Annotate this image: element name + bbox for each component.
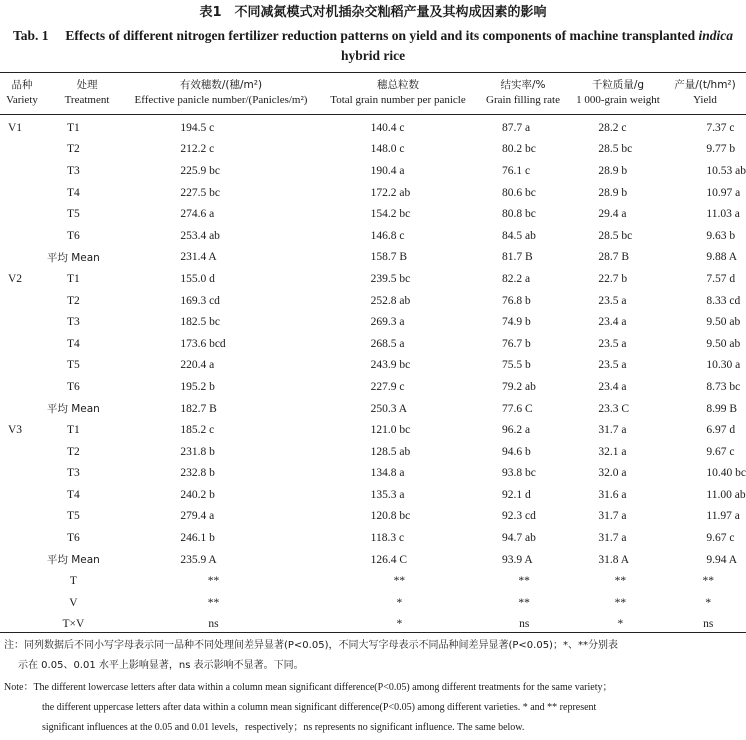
table-row bbox=[0, 398, 746, 420]
cell-yield: 10.53 ab bbox=[706, 164, 746, 177]
header-grain-cn: 穗总粒数 bbox=[377, 79, 419, 91]
cell-empty bbox=[0, 592, 40, 614]
cell-yield: 10.97 a bbox=[706, 186, 741, 199]
cell-weight: 29.4 a bbox=[598, 208, 627, 221]
note-en-line-2: the different uppercase letters after data within a column mean significant difference(P<0.05) among different varieties. * and ** represent bbox=[42, 702, 597, 713]
cell-variety bbox=[0, 463, 40, 485]
header-yield-en: Yield bbox=[693, 94, 717, 106]
cell-grain: 126.4 C bbox=[370, 553, 408, 566]
cell-filling: 76.1 c bbox=[502, 164, 531, 177]
header-filling-cn: 结实率/% bbox=[500, 79, 546, 91]
cell-filling: 94.7 ab bbox=[502, 532, 536, 545]
cell-variety bbox=[0, 333, 40, 355]
cell-weight: 31.7 a bbox=[598, 510, 627, 523]
cell-grain: 239.5 bc bbox=[370, 272, 411, 285]
table-row bbox=[0, 506, 746, 528]
cell-filling: 96.2 a bbox=[502, 424, 531, 437]
cell-filling: 92.1 d bbox=[502, 488, 531, 501]
cell-grain: 154.2 bc bbox=[370, 208, 411, 221]
cell-treatment: T4 bbox=[66, 488, 80, 501]
bottom-rule bbox=[0, 632, 746, 633]
cell-variety bbox=[0, 527, 40, 549]
cell-grain: 120.8 bc bbox=[370, 510, 411, 523]
cell-filling: 80.8 bc bbox=[502, 208, 536, 221]
title-en-suffix: hybrid rice bbox=[340, 48, 406, 63]
header-treatment-en: Treatment bbox=[64, 94, 110, 106]
cell-grain: 158.7 B bbox=[370, 251, 408, 264]
cell-weight: 31.8 A bbox=[598, 553, 630, 566]
cell-grain: 250.3 A bbox=[370, 402, 408, 415]
table-row bbox=[0, 117, 746, 139]
header-variety-en: Variety bbox=[6, 94, 38, 106]
table-row bbox=[0, 139, 746, 161]
cell-variety: V1 bbox=[8, 121, 23, 134]
cell-filling: 93.9 A bbox=[502, 553, 533, 566]
data-table-body bbox=[0, 117, 746, 635]
cell-filling: 92.3 cd bbox=[502, 510, 536, 523]
table-row bbox=[0, 527, 746, 549]
cell-yield: 8.99 B bbox=[706, 402, 738, 415]
cell-treatment: 平均 Mean bbox=[46, 251, 100, 264]
cell-treatment: T5 bbox=[66, 359, 80, 372]
cell-panicle: 235.9 A bbox=[180, 553, 217, 566]
cell-treatment: T3 bbox=[66, 316, 80, 329]
cell-yield: ** bbox=[702, 575, 714, 588]
cell-yield: 10.40 bc bbox=[706, 467, 746, 480]
cell-treatment: 平均 Mean bbox=[46, 554, 100, 567]
cell-variety bbox=[0, 311, 40, 333]
table-row bbox=[0, 160, 746, 182]
cell-weight: 31.7 a bbox=[598, 532, 627, 545]
cell-panicle: 279.4 a bbox=[180, 510, 215, 523]
header-panicle-cn: 有效穗数/(穗/m²) bbox=[179, 79, 263, 91]
cell-yield: * bbox=[705, 596, 712, 609]
cell-panicle: 227.5 bc bbox=[180, 186, 220, 199]
table-row bbox=[0, 247, 746, 269]
cell-yield: 10.30 a bbox=[706, 359, 741, 372]
cell-grain: 121.0 bc bbox=[370, 424, 411, 437]
cell-panicle: 173.6 bcd bbox=[180, 337, 226, 350]
cell-grain: 190.4 a bbox=[370, 164, 405, 177]
table-row bbox=[0, 419, 746, 441]
cell-yield: 7.37 c bbox=[706, 121, 735, 134]
cell-panicle: 182.7 B bbox=[180, 402, 217, 415]
cell-filling: 74.9 b bbox=[502, 316, 531, 329]
cell-grain: 172.2 ab bbox=[370, 186, 411, 199]
cell-filling: 76.8 b bbox=[502, 294, 531, 307]
cell-grain: 146.8 c bbox=[370, 229, 405, 242]
cell-yield: 9.50 ab bbox=[706, 316, 741, 329]
cell-treatment: T1 bbox=[66, 424, 80, 437]
cell-weight: 28.9 b bbox=[598, 164, 628, 177]
cell-variety bbox=[0, 355, 40, 377]
cell-variety bbox=[0, 398, 40, 420]
note-cn bbox=[4, 636, 742, 676]
cell-filling: 94.6 b bbox=[502, 445, 531, 458]
cell-filling: 76.7 b bbox=[502, 337, 531, 350]
cell-weight: 22.7 b bbox=[598, 272, 628, 285]
cell-treatment: 平均 Mean bbox=[46, 403, 100, 416]
table-row bbox=[0, 203, 746, 225]
cell-variety bbox=[0, 203, 40, 225]
cell-yield: 7.57 d bbox=[706, 272, 736, 285]
cell-weight: 32.0 a bbox=[598, 467, 627, 480]
cell-panicle: 232.8 b bbox=[180, 467, 215, 480]
note-en-line-3: significant influences at the 0.05 and 0.01 levels，respectively；ns represents no significant influence. The same below. bbox=[42, 722, 525, 733]
cell-panicle: 220.4 a bbox=[180, 359, 215, 372]
header-variety-cn: 品种 bbox=[11, 79, 33, 91]
cell-weight: 28.5 bc bbox=[598, 143, 633, 156]
cell-weight: 31.6 a bbox=[598, 488, 627, 501]
cell-weight: ** bbox=[614, 575, 627, 588]
cell-weight: 23.4 a bbox=[598, 380, 627, 393]
header-weight-en: 1 000-grain weight bbox=[576, 94, 660, 106]
table-title-en bbox=[4, 26, 742, 66]
cell-weight: 23.5 a bbox=[598, 294, 627, 307]
cell-filling: 80.6 bc bbox=[502, 186, 536, 199]
header-variety bbox=[0, 78, 44, 108]
title-en-prefix: Tab. 1 Effects of different nitrogen fertilizer reduction patterns on yield and its components of machine transplanted bbox=[13, 28, 699, 43]
cell-filling: 75.5 b bbox=[502, 359, 531, 372]
cell-grain: 118.3 c bbox=[370, 532, 405, 545]
cell-variety bbox=[0, 549, 40, 571]
cell-yield: 9.67 c bbox=[706, 532, 735, 545]
cell-panicle: 246.1 b bbox=[180, 532, 215, 545]
cell-variety bbox=[0, 506, 40, 528]
cell-yield: 8.33 cd bbox=[706, 294, 741, 307]
cell-treatment: T6 bbox=[66, 229, 80, 242]
cell-empty bbox=[0, 570, 40, 592]
note-cn-line-1: 注：同列数据后不同小写字母表示同一品种不同处理间差异显著(P<0.05)，不同大写字母表示不同品种间差异显著(P<0.05)；*、**分别表 bbox=[4, 640, 618, 651]
top-rule bbox=[0, 72, 746, 73]
table-row bbox=[0, 549, 746, 571]
header-yield-cn: 产量/(t/hm²) bbox=[674, 79, 736, 91]
table-row bbox=[0, 484, 746, 506]
cell-yield: 9.94 A bbox=[706, 553, 738, 566]
title-en-italic: indica bbox=[698, 28, 733, 43]
cell-panicle: 194.5 c bbox=[180, 121, 215, 134]
cell-variety bbox=[0, 160, 40, 182]
cell-panicle: 195.2 b bbox=[180, 380, 215, 393]
cell-variety bbox=[0, 290, 40, 312]
cell-yield: 11.03 a bbox=[706, 208, 740, 221]
cell-filling: ns bbox=[519, 618, 530, 631]
significance-row bbox=[0, 570, 746, 592]
cell-treatment: T1 bbox=[66, 121, 80, 134]
table-row bbox=[0, 311, 746, 333]
cell-grain: 243.9 bc bbox=[370, 359, 411, 372]
cell-weight: 28.5 bc bbox=[598, 229, 633, 242]
cell-grain: 148.0 c bbox=[370, 143, 405, 156]
cell-treatment: T4 bbox=[66, 337, 80, 350]
cell-yield: 9.77 b bbox=[706, 143, 736, 156]
cell-yield: 9.50 ab bbox=[706, 337, 741, 350]
cell-yield: 8.73 bc bbox=[706, 380, 741, 393]
header-weight bbox=[568, 78, 668, 108]
cell-yield: 11.00 ab bbox=[706, 488, 746, 501]
header-grain bbox=[320, 78, 476, 108]
cell-treatment: T5 bbox=[66, 208, 80, 221]
cell-grain: 128.5 ab bbox=[370, 445, 411, 458]
cell-filling: ** bbox=[518, 596, 530, 609]
cell-filling: 87.7 a bbox=[502, 121, 531, 134]
cell-weight: * bbox=[617, 618, 624, 631]
header-panicle bbox=[118, 78, 324, 108]
cell-grain: 140.4 c bbox=[370, 121, 405, 134]
cell-panicle: 274.6 a bbox=[180, 208, 215, 221]
header-filling-en: Grain filling rate bbox=[486, 94, 560, 106]
cell-filling: 80.2 bc bbox=[502, 143, 536, 156]
cell-yield: 11.97 a bbox=[706, 510, 740, 523]
cell-grain: * bbox=[396, 596, 403, 609]
cell-grain: 269.3 a bbox=[370, 316, 405, 329]
cell-grain: 227.9 c bbox=[370, 380, 405, 393]
cell-weight: 28.7 B bbox=[598, 251, 630, 264]
cell-weight: 31.7 a bbox=[598, 424, 627, 437]
cell-variety: V3 bbox=[8, 424, 23, 437]
cell-panicle: 231.4 A bbox=[180, 251, 217, 264]
cell-factor: T×V bbox=[62, 618, 85, 631]
table-row bbox=[0, 290, 746, 312]
header-treatment-cn: 处理 bbox=[76, 79, 98, 91]
cell-weight: ** bbox=[614, 596, 627, 609]
cell-panicle: 212.2 c bbox=[180, 143, 215, 156]
cell-weight: 28.9 b bbox=[598, 186, 628, 199]
cell-grain: 135.3 a bbox=[370, 488, 405, 501]
table-row bbox=[0, 333, 746, 355]
table-row bbox=[0, 463, 746, 485]
cell-variety bbox=[0, 225, 40, 247]
data-table bbox=[0, 117, 746, 635]
cell-variety bbox=[0, 484, 40, 506]
cell-weight: 32.1 a bbox=[598, 445, 627, 458]
cell-factor: T bbox=[69, 575, 77, 588]
cell-grain: ** bbox=[393, 575, 406, 588]
table-row bbox=[0, 376, 746, 398]
cell-yield: 9.63 b bbox=[706, 229, 736, 242]
header-grain-en: Total grain number per panicle bbox=[330, 94, 466, 106]
cell-treatment: T2 bbox=[66, 294, 80, 307]
cell-panicle: 240.2 b bbox=[180, 488, 215, 501]
cell-panicle: 169.3 cd bbox=[180, 294, 220, 307]
cell-variety bbox=[0, 247, 40, 269]
cell-weight: 23.4 a bbox=[598, 316, 627, 329]
table-row bbox=[0, 355, 746, 377]
cell-treatment: T6 bbox=[66, 380, 80, 393]
cell-filling: 81.7 B bbox=[502, 251, 533, 264]
cell-grain: 134.8 a bbox=[370, 467, 405, 480]
cell-variety bbox=[0, 139, 40, 161]
cell-variety bbox=[0, 376, 40, 398]
cell-treatment: T3 bbox=[66, 164, 80, 177]
cell-treatment: T2 bbox=[66, 445, 80, 458]
significance-row bbox=[0, 592, 746, 614]
cell-filling: 84.5 ab bbox=[502, 229, 536, 242]
cell-factor: V bbox=[69, 596, 78, 609]
note-en bbox=[4, 678, 742, 738]
cell-treatment: T3 bbox=[66, 467, 80, 480]
cell-weight: 23.5 a bbox=[598, 337, 627, 350]
cell-filling: ** bbox=[518, 575, 530, 588]
cell-panicle: ** bbox=[207, 575, 220, 588]
cell-grain: 268.5 a bbox=[370, 337, 405, 350]
cell-panicle: 253.4 ab bbox=[180, 229, 220, 242]
table-row bbox=[0, 441, 746, 463]
header-rule bbox=[0, 114, 746, 115]
cell-panicle: 231.8 b bbox=[180, 445, 215, 458]
note-cn-line-2: 示在 0.05、0.01 水平上影响显著，ns 表示影响不显著。下同。 bbox=[18, 660, 304, 671]
cell-treatment: T6 bbox=[66, 532, 80, 545]
cell-variety bbox=[0, 441, 40, 463]
cell-filling: 82.2 a bbox=[502, 272, 531, 285]
header-weight-cn: 千粒质量/g bbox=[591, 79, 645, 91]
table-row bbox=[0, 182, 746, 204]
cell-variety: V2 bbox=[8, 272, 23, 285]
cell-panicle: ** bbox=[207, 596, 220, 609]
cell-panicle: 225.9 bc bbox=[180, 164, 220, 177]
header-filling bbox=[476, 78, 570, 108]
table-row bbox=[0, 225, 746, 247]
cell-weight: 23.5 a bbox=[598, 359, 627, 372]
header-panicle-en: Effective panicle number/(Panicles/m²) bbox=[134, 94, 308, 106]
cell-panicle: 155.0 d bbox=[180, 272, 215, 285]
table-row bbox=[0, 268, 746, 290]
cell-yield: 9.88 A bbox=[706, 251, 738, 264]
cell-filling: 79.2 ab bbox=[502, 380, 536, 393]
header-yield bbox=[668, 78, 742, 108]
cell-treatment: T1 bbox=[66, 272, 80, 285]
cell-filling: 77.6 C bbox=[502, 402, 533, 415]
cell-yield: 6.97 d bbox=[706, 424, 736, 437]
cell-panicle: 185.2 c bbox=[180, 424, 215, 437]
cell-grain: 252.8 ab bbox=[370, 294, 411, 307]
cell-panicle: 182.5 bc bbox=[180, 316, 220, 329]
cell-panicle: ns bbox=[208, 618, 219, 631]
cell-weight: 23.3 C bbox=[598, 402, 630, 415]
cell-treatment: T5 bbox=[66, 510, 80, 523]
cell-filling: 93.8 bc bbox=[502, 467, 536, 480]
cell-variety bbox=[0, 182, 40, 204]
table-title-cn: 表1 不同减氮模式对机插杂交籼稻产量及其构成因素的影响 bbox=[199, 5, 547, 20]
cell-yield: ns bbox=[703, 618, 714, 631]
cell-yield: 9.67 c bbox=[706, 445, 735, 458]
cell-weight: 28.2 c bbox=[598, 121, 627, 134]
note-en-line-1: Note：The different lowercase letters after data within a column mean significant difference(P<0.05) among different treatments for the same variety； bbox=[4, 682, 613, 693]
cell-treatment: T4 bbox=[66, 186, 80, 199]
cell-treatment: T2 bbox=[66, 143, 80, 156]
cell-grain: * bbox=[396, 618, 403, 631]
